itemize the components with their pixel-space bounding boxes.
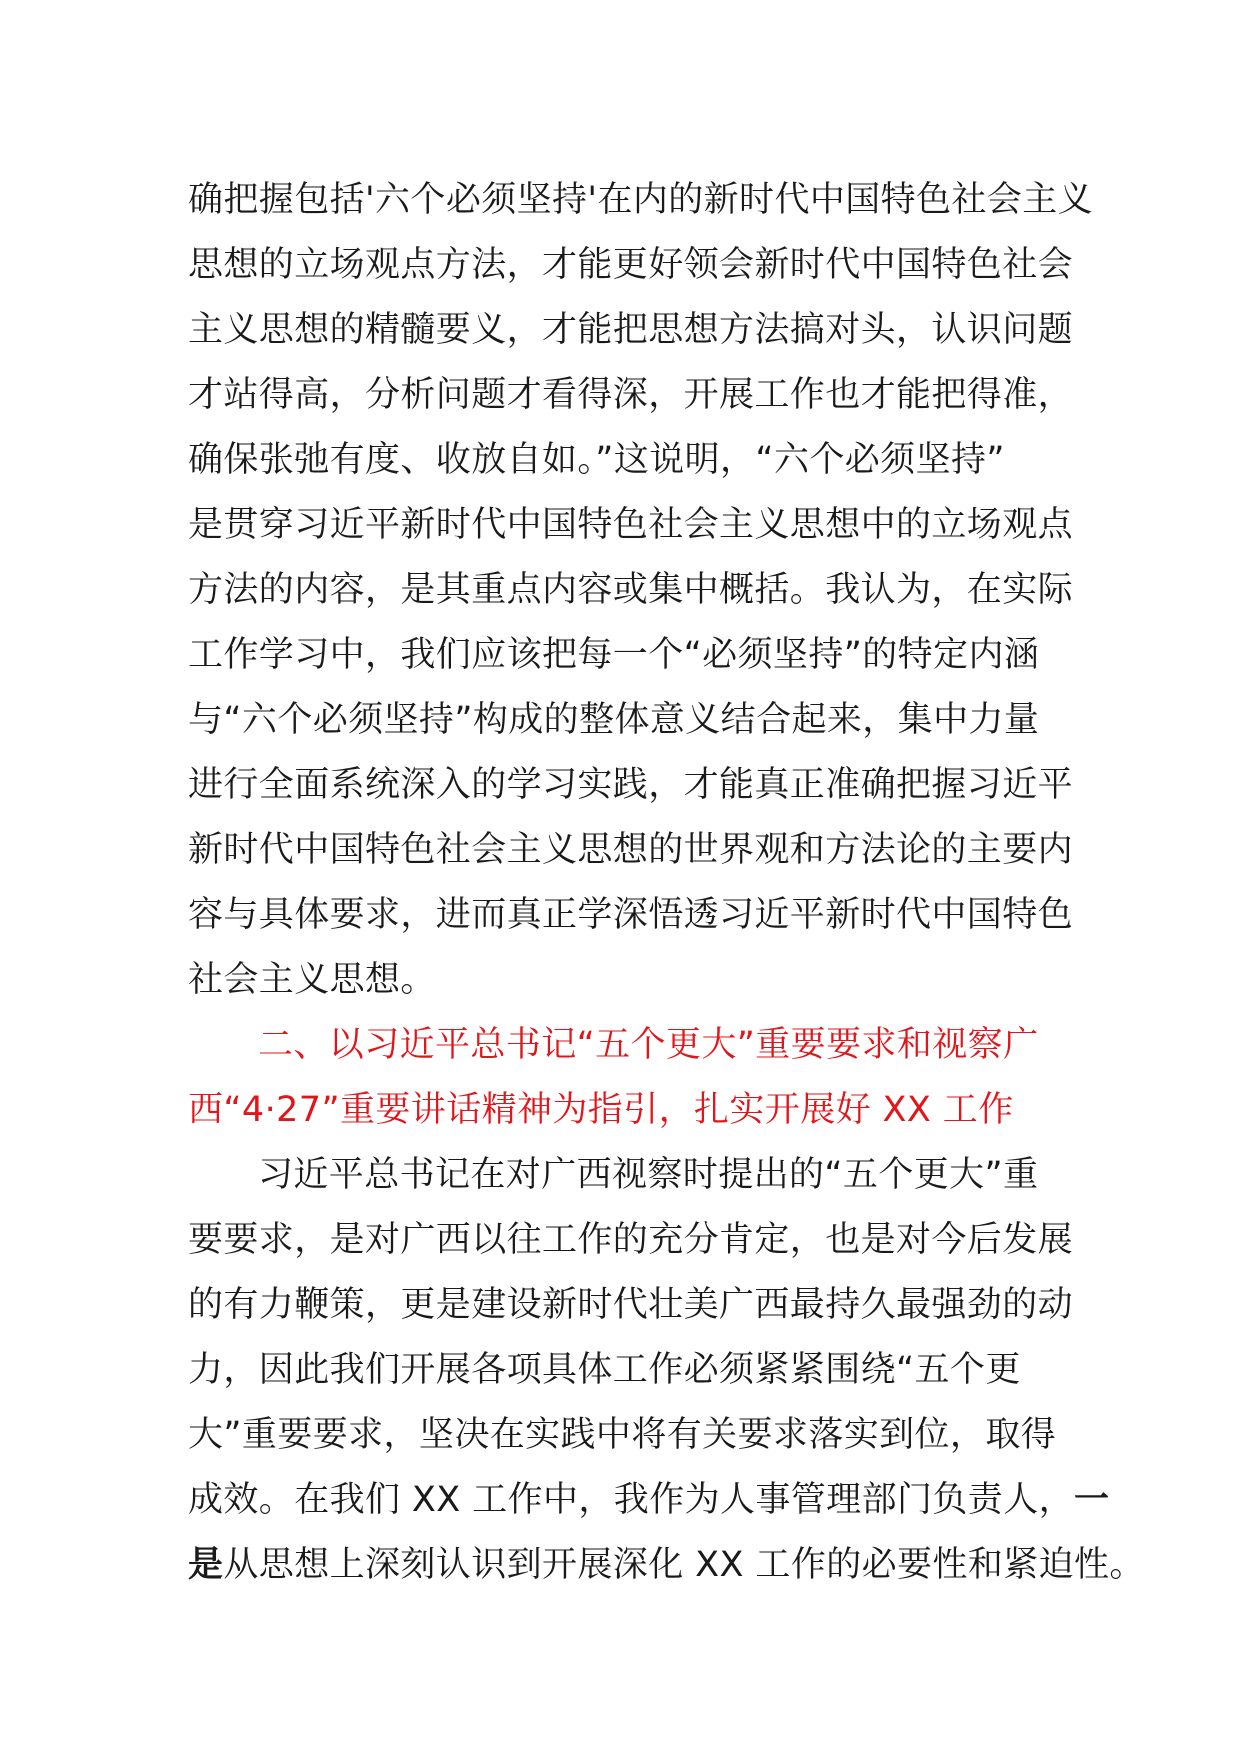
text-line — [188, 1468, 1110, 1533]
text-line: 方法的内容，是其重点内容或集中概括。我认为，在实际 — [188, 570, 1074, 610]
text-line: 思想的立场观点方法，才能更好领会新时代中国特色社会 — [188, 245, 1074, 285]
text-line: 工作学习中，我们应该把每一个“必须坚持”的特定内涵 — [188, 635, 1040, 675]
heading-line: 二、以习近平总书记“五个更大”重要要求和视察广 — [258, 1025, 1039, 1065]
text-line: 确把握包括'六个必须坚持'在内的新时代中国特色社会主义 — [188, 180, 1094, 220]
text-line: 社会主义思想。 — [188, 960, 436, 1000]
text-line: 才站得高，分析问题才看得深，开展工作也才能把得准， — [188, 375, 1074, 415]
text-line: 新时代中国特色社会主义思想的世界观和方法论的主要内 — [188, 830, 1074, 870]
bold-marker: 是 — [188, 1545, 224, 1585]
text-line: 力，因此我们开展各项具体工作必须紧紧围绕“五个更 — [188, 1350, 1021, 1390]
paragraph-1 — [188, 168, 1094, 1013]
text-line: 要要求，是对广西以往工作的充分肯定，也是对今后发展 — [188, 1220, 1074, 1260]
text-line: 是贯穿习近平新时代中国特色社会主义思想中的立场观点 — [188, 505, 1074, 545]
text-line: 的有力鞭策，更是建设新时代壮美广西最持久最强劲的动 — [188, 1285, 1074, 1325]
text-segment: 成效。在我们 XX 工作中，我作为人事管理部门负责人， — [188, 1480, 1075, 1520]
paragraph-2 — [188, 1143, 1145, 1598]
text-line: 进行全面系统深入的学习实践，才能真正准确把握习近平 — [188, 765, 1074, 805]
text-line: 大”重要要求，坚决在实践中将有关要求落实到位，取得 — [188, 1415, 1057, 1455]
section-heading-2 — [188, 1013, 1068, 1143]
text-line: 确保张弛有度、收放自如。”这说明，“六个必须坚持” — [188, 440, 1005, 480]
text-line: 主义思想的精髓要义，才能把思想方法搞对头，认识问题 — [188, 310, 1074, 350]
bold-marker: 一 — [1074, 1480, 1110, 1520]
document-page — [188, 168, 1145, 1598]
text-line — [188, 1533, 1145, 1598]
text-segment: 从思想上深刻认识到开展深化 XX 工作的必要性和紧迫性。 — [223, 1545, 1145, 1585]
heading-line: 西“4·27”重要讲话精神为指引，扎实开展好 XX 工作 — [188, 1090, 1014, 1130]
text-line: 容与具体要求，进而真正学深悟透习近平新时代中国特色 — [188, 895, 1074, 935]
text-line: 与“六个必须坚持”构成的整体意义结合起来，集中力量 — [188, 700, 1040, 740]
text-line: 习近平总书记在对广西视察时提出的“五个更大”重 — [258, 1155, 1039, 1195]
